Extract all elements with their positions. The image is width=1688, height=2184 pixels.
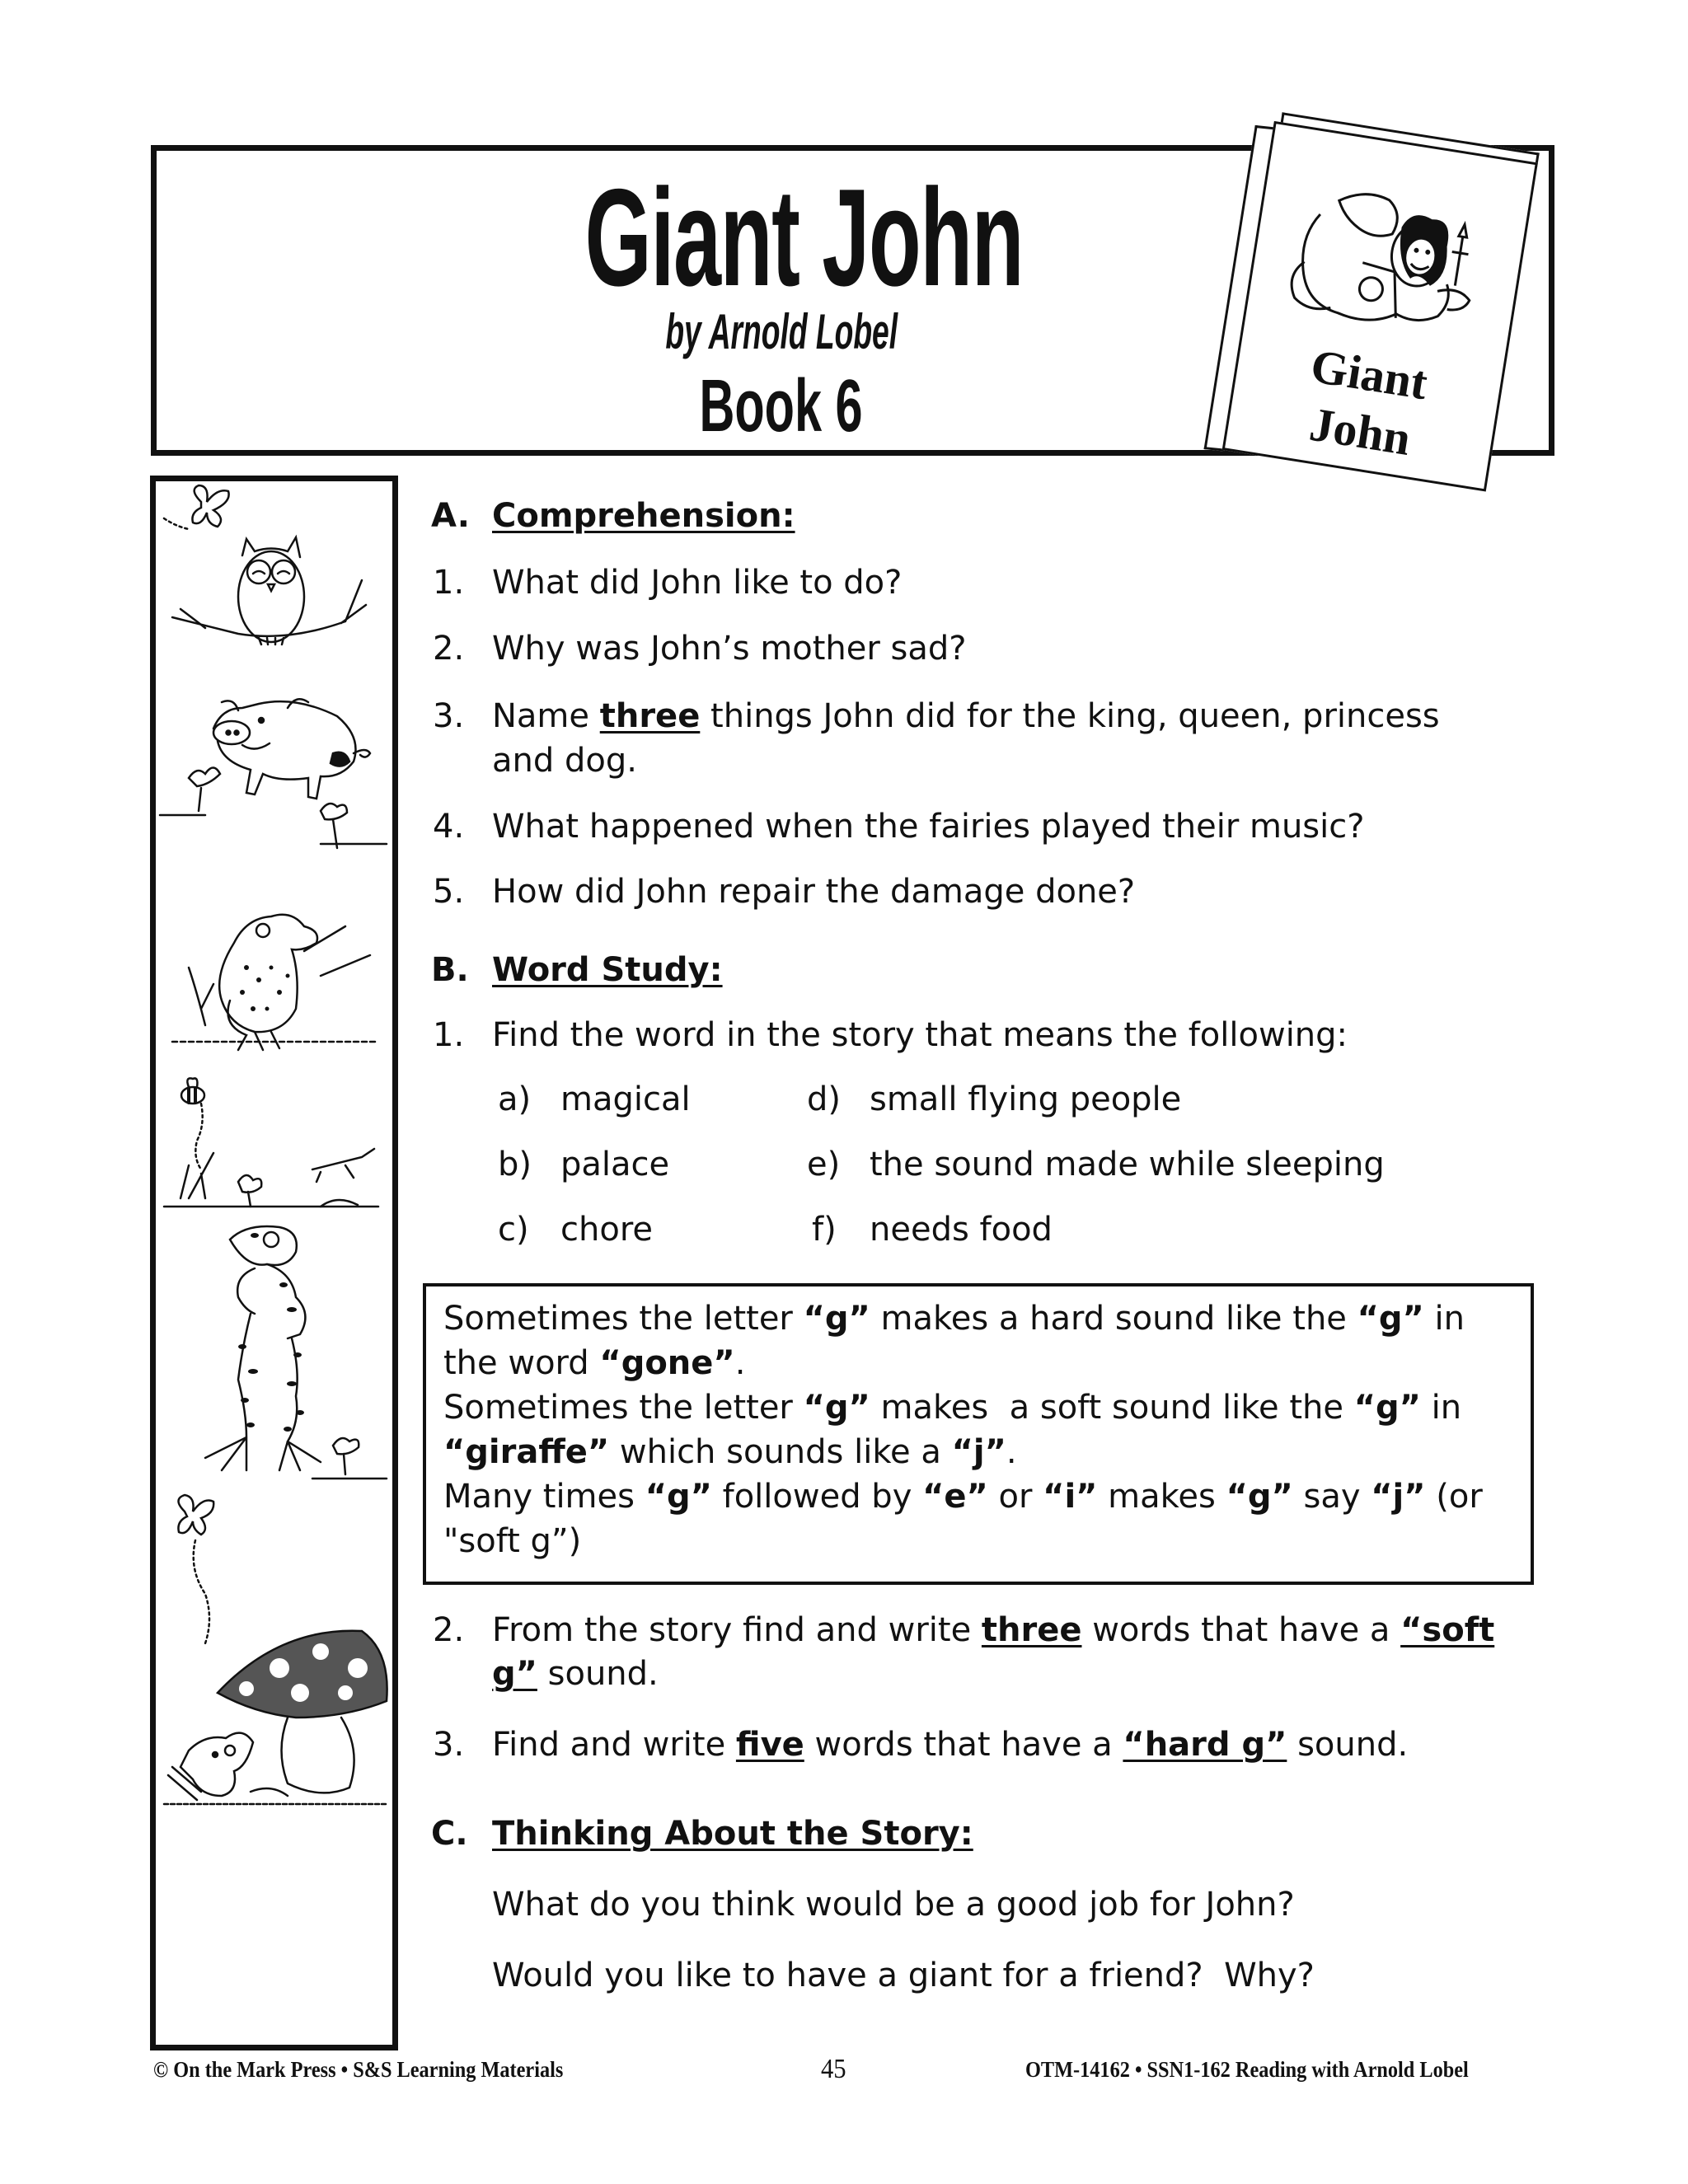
cover-title-line1: Giant	[1307, 338, 1432, 410]
question-text: Find and write five words that have a “hard g” sound.	[492, 1726, 1409, 1764]
pig-icon	[160, 699, 387, 848]
book-cover	[1222, 121, 1538, 492]
author-byline: by Arnold Lobel	[665, 304, 898, 359]
book-number: Book 6	[699, 365, 863, 448]
rule-line: Many times “g” followed by “e” or “i” makes “g” say “j” (or	[443, 1478, 1483, 1516]
question-number: 2.	[433, 1611, 465, 1649]
section-c-title: Thinking About the Story:	[492, 1815, 973, 1853]
section-a-letter: A.	[431, 497, 470, 535]
question-text: How did John repair the damage done?	[492, 873, 1136, 911]
rule-line: the word “gone”.	[443, 1344, 746, 1382]
question-text: What did John like to do?	[492, 564, 903, 602]
text-run: things John did for the king, queen, princess	[700, 697, 1440, 735]
giant-illustration-icon	[1269, 160, 1507, 356]
question-text: From the story find and write three words that have a “soft	[492, 1611, 1495, 1649]
page-title: Giant John	[584, 160, 1024, 315]
section-b-letter: B.	[431, 951, 469, 989]
definition-label: b)	[498, 1146, 532, 1183]
product-code: OTM-14162 • SSN1-162 Reading with Arnold Lobel	[1025, 2057, 1469, 2082]
question-text	[492, 696, 1440, 736]
rule-line: “giraffe” which sounds like a “j”.	[443, 1433, 1017, 1471]
question-text-continuation: and dog.	[492, 742, 637, 780]
question-number: 3.	[433, 697, 465, 735]
rule-line: Sometimes the letter “g” makes a soft sound like the “g” in	[443, 1389, 1462, 1427]
question-number: 5.	[433, 873, 465, 911]
definition-label: f)	[812, 1211, 837, 1249]
emphasized-word: three	[599, 697, 701, 735]
owl-icon	[172, 537, 366, 644]
discussion-question: What do you think would be a good job for John?	[492, 1886, 1295, 1924]
bee-icon	[181, 1078, 204, 1169]
question-text: What happened when the fairies played their music?	[492, 808, 1365, 846]
definition-text: magical	[560, 1080, 691, 1118]
page-number: 45	[821, 2054, 846, 2084]
definition-text: the sound made while sleeping	[870, 1146, 1385, 1183]
butterfly-icon-2	[178, 1495, 213, 1643]
definition-text: chore	[560, 1211, 653, 1249]
sidebar-illustration-strip	[150, 476, 398, 2050]
discussion-question: Would you like to have a giant for a friend? Why?	[492, 1957, 1315, 1994]
mushroom-and-mouse-icon	[164, 1631, 387, 1804]
butterfly-icon	[164, 485, 229, 529]
text-run: Name	[492, 697, 600, 735]
section-b-title: Word Study:	[492, 951, 723, 989]
toad-icon	[172, 915, 378, 1050]
question-text-continuation: g” sound.	[492, 1655, 659, 1693]
definition-label: d)	[807, 1080, 841, 1118]
question-number: 2.	[433, 630, 465, 668]
question-text: Find the word in the story that means the following:	[492, 1016, 1348, 1054]
section-c-letter: C.	[431, 1815, 468, 1853]
cover-title-line2: John	[1306, 396, 1414, 466]
rule-line: Sometimes the letter “g” makes a hard sound like the “g” in	[443, 1300, 1465, 1338]
book-cover-illustration	[1204, 104, 1539, 490]
definition-label: a)	[498, 1080, 532, 1118]
definition-label: c)	[498, 1211, 529, 1249]
question-text: Why was John’s mother sad?	[492, 630, 967, 668]
question-number: 1.	[433, 564, 465, 602]
question-number: 1.	[433, 1016, 465, 1054]
copyright-notice: © On the Mark Press • S&S Learning Materials	[153, 2057, 564, 2082]
frog-icon	[205, 1226, 387, 1479]
definition-label: e)	[807, 1146, 841, 1183]
question-number: 3.	[433, 1726, 465, 1764]
definition-text: needs food	[870, 1211, 1053, 1249]
definition-text: small flying people	[870, 1080, 1182, 1118]
definition-text: palace	[560, 1146, 670, 1183]
section-a-title: Comprehension:	[492, 497, 795, 535]
animal-illustrations	[156, 481, 392, 2045]
rule-line: "soft g”)	[443, 1522, 582, 1560]
question-number: 4.	[433, 808, 465, 846]
